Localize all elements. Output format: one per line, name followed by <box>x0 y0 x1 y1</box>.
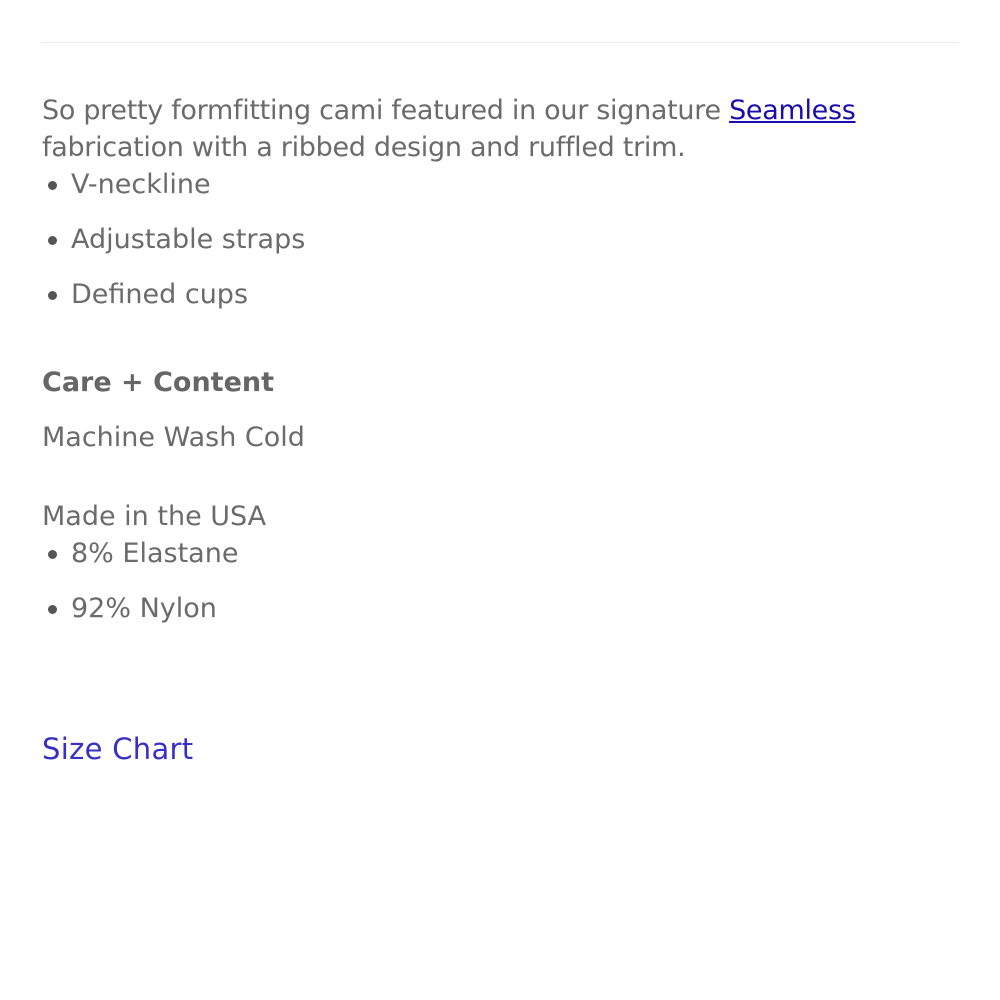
product-details <box>42 92 958 768</box>
bullet-icon <box>48 291 57 300</box>
care-wash-instructions: Machine Wash Cold <box>42 422 305 453</box>
size-chart-link[interactable]: Size Chart <box>42 732 194 766</box>
materials-list <box>42 535 958 645</box>
seamless-link[interactable]: Seamless <box>729 95 856 126</box>
care-content-heading: Care + Content <box>42 367 275 398</box>
list-item <box>42 590 958 645</box>
description-text-after: fabrication with a ribbed design and ruffled trim. <box>42 132 686 163</box>
bullet-icon <box>48 550 57 559</box>
country-of-origin: Made in the USA <box>42 501 267 532</box>
material-label: 8% Elastane <box>71 538 239 569</box>
list-item <box>42 535 958 590</box>
bullet-icon <box>48 236 57 245</box>
product-description <box>42 92 958 166</box>
top-divider <box>42 42 958 43</box>
bullet-icon <box>48 181 57 190</box>
list-item <box>42 166 958 221</box>
description-text-before: So pretty formfitting cami featured in our signature <box>42 95 730 126</box>
feature-label: Adjustable straps <box>71 224 306 255</box>
material-label: 92% Nylon <box>71 593 217 624</box>
feature-label: V-neckline <box>71 169 211 200</box>
feature-label: Defined cups <box>71 279 249 310</box>
list-item <box>42 221 958 276</box>
feature-list <box>42 166 958 331</box>
bullet-icon <box>48 605 57 614</box>
list-item <box>42 276 958 331</box>
